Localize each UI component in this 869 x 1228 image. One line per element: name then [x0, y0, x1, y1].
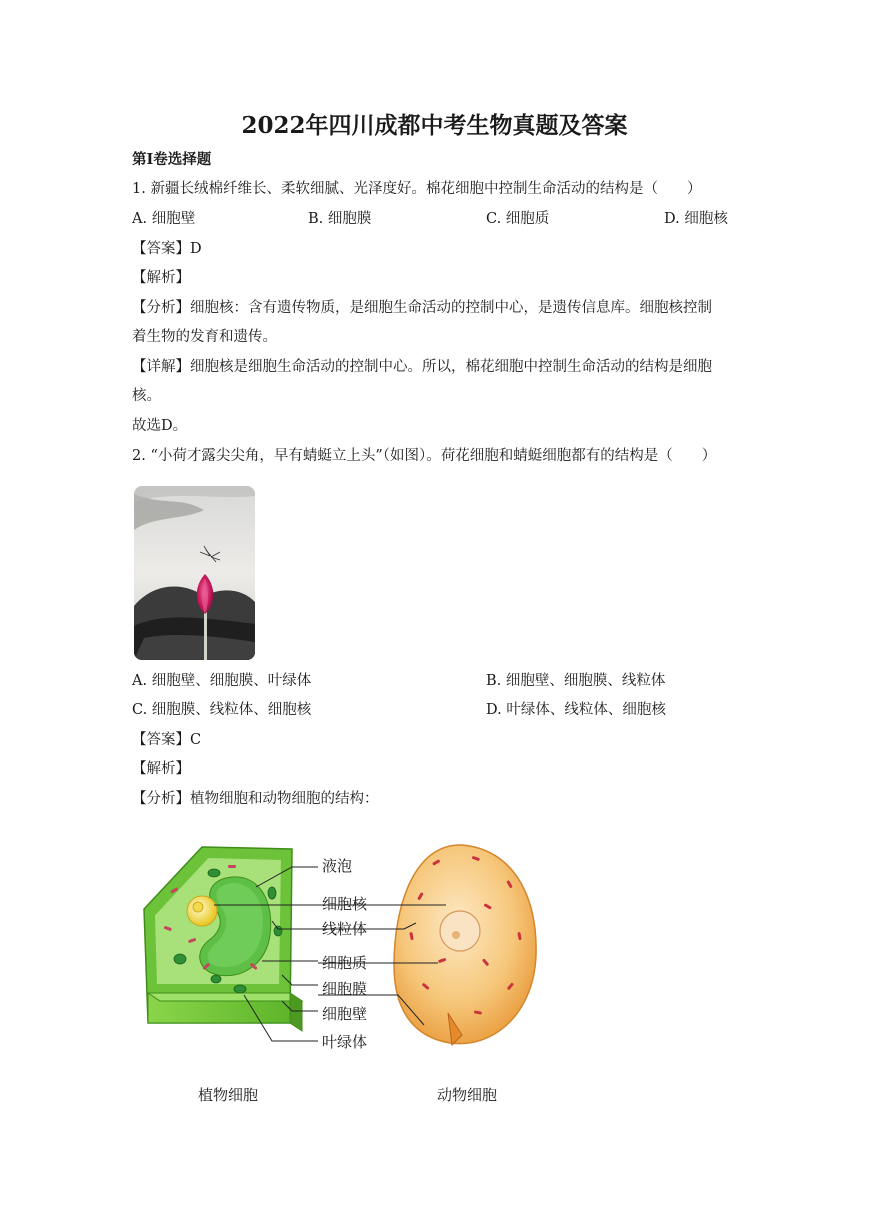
q2-option-d: D. 叶绿体、线粒体、细胞核	[486, 702, 666, 718]
animal-cell-caption: 动物细胞	[437, 1086, 498, 1104]
q2-option-a: A. 细胞壁、细胞膜、叶绿体	[132, 673, 312, 689]
q2-option-c: C. 细胞膜、线粒体、细胞核	[132, 702, 312, 718]
label-vacuole: 液泡	[322, 857, 353, 875]
q1-option-c: C. 细胞质	[486, 211, 550, 227]
label-nucleus: 细胞核	[322, 895, 368, 913]
plant-cell-caption: 植物细胞	[198, 1086, 259, 1104]
q1-xiangjie-line1: 【详解】细胞核是细胞生命活动的控制中心。所以，棉花细胞中控制生命活动的结构是细胞	[132, 359, 712, 375]
label-cytoplasm: 细胞质	[322, 954, 368, 972]
q1-answer: 【答案】D	[132, 241, 202, 257]
q1-xiangjie-line2: 核。	[132, 388, 161, 404]
q2-option-b: B. 细胞壁、细胞膜、线粒体	[486, 673, 666, 689]
q1-choose: 故选D。	[132, 418, 188, 434]
lotus-dragonfly-image	[134, 486, 255, 660]
page-title: 2022年四川成都中考生物真题及答案	[241, 112, 628, 139]
label-chloroplast: 叶绿体	[322, 1033, 368, 1051]
q1-analysis-head: 【解析】	[132, 270, 190, 286]
label-cell-wall: 细胞壁	[322, 1005, 368, 1023]
q1-fenxi-line2: 着生物的发育和遗传。	[132, 329, 277, 345]
label-mitochondria: 线粒体	[322, 920, 368, 938]
q2-answer: 【答案】C	[132, 732, 202, 748]
section-heading: 第I卷选择题	[132, 151, 212, 168]
q1-option-b: B. 细胞膜	[308, 211, 372, 227]
q1-fenxi-line1: 【分析】细胞核：含有遗传物质，是细胞生命活动的控制中心，是遗传信息库。细胞核控制	[132, 300, 712, 316]
q1-stem: 1. 新疆长绒棉纤维长、柔软细腻、光泽度好。棉花细胞中控制生命活动的结构是（ ）	[132, 181, 702, 197]
q1-option-a: A. 细胞壁	[132, 211, 196, 227]
q2-fenxi: 【分析】植物细胞和动物细胞的结构：	[132, 791, 379, 807]
q1-option-d: D. 细胞核	[664, 211, 728, 227]
label-cell-membrane: 细胞膜	[322, 980, 368, 998]
q2-stem: 2. “小荷才露尖尖角，早有蜻蜓立上头”（如图）。荷花细胞和蜻蜓细胞都有的结构是（ ）	[132, 448, 717, 464]
q2-analysis-head: 【解析】	[132, 761, 190, 777]
